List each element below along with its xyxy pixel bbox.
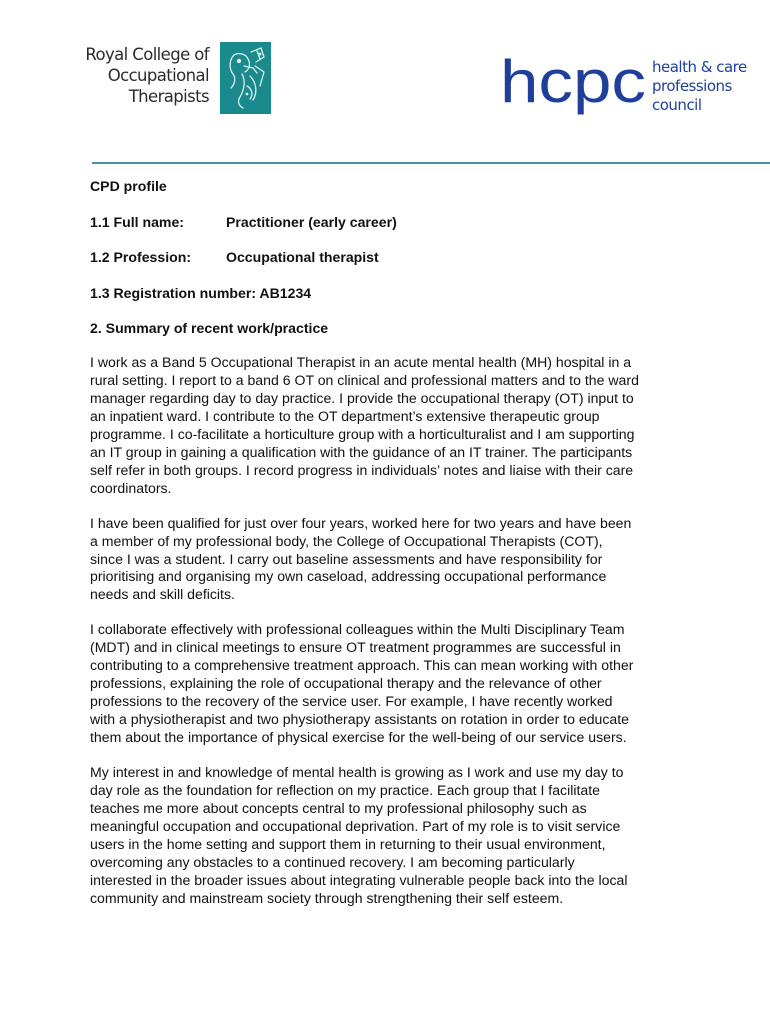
paragraph-line: prioritising and organising my own caseload, addressing occupational performance [90, 568, 607, 585]
paragraph-line: community and mainstream society through strengthening their self esteem. [90, 889, 564, 906]
paragraph-line: programme. I co-facilitate a horticulture group with a horticulturalist and I am supporting [90, 425, 635, 442]
paragraph-line: coordinators. [90, 479, 172, 496]
hcpc-wordmark [500, 44, 648, 126]
paragraph-line: meaningful occupation and occupational deprivation. Part of my role is to visit service [90, 817, 621, 834]
paragraph-line: a member of my professional body, the College of Occupational Therapists (COT), [90, 532, 603, 549]
rcot-emblem-icon [220, 42, 271, 114]
paragraph-line: I work as a Band 5 Occupational Therapist in an acute mental health (MH) hospital in a [90, 354, 632, 370]
paragraph-line: I collaborate effectively with professional colleagues within the Multi Disciplinary Team [90, 621, 625, 638]
rcot-line: Royal College of [85, 45, 209, 64]
profession-value: Occupational therapist [226, 249, 379, 265]
summary-paragraph [90, 354, 710, 498]
hcpc-tagline [652, 58, 747, 115]
summary-paragraph [90, 515, 710, 605]
paragraph-line: overcoming any obstacles to a continued recovery. I am becoming particularly [90, 853, 575, 870]
full-name-label: 1.1 Full name: [90, 214, 184, 230]
profession-label: 1.2 Profession: [90, 249, 192, 265]
paragraph-line: an inpatient ward. I contribute to the OT department’s extensive therapeutic group [90, 407, 600, 424]
hcpc-tagline-line: health & care [652, 58, 747, 76]
paragraph-line: since I was a student. I carry out baseline assessments and have responsibility for [90, 550, 603, 567]
paragraph-line: I have been qualified for just over four years, worked here for two years and have been [90, 514, 632, 531]
summary-heading: 2. Summary of recent work/practice [90, 320, 329, 336]
header-divider [92, 162, 770, 164]
rcot-wordmark [85, 44, 209, 107]
paragraph-line: them about the importance of physical exercise for the well-being of our service users. [90, 729, 627, 746]
paragraph-line: interested in the broader issues about integrating vulnerable people back into the local [90, 871, 628, 888]
hcpc-tagline-line: council [652, 96, 702, 114]
full-name-value: Practitioner (early career) [226, 214, 397, 230]
document-title: CPD profile [90, 178, 167, 194]
rcot-line: Occupational [107, 66, 209, 85]
paragraph-line: My interest in and knowledge of mental health is growing as I work and use my day to [90, 764, 624, 781]
paragraph-line: professions, explaining the role of occupational therapy and the relevance of other [90, 675, 602, 692]
paragraph-line: users in the home setting and support them in returning to their usual environment, [90, 835, 606, 852]
rcot-line: Therapists [128, 87, 209, 106]
summary-paragraph [90, 621, 710, 747]
full-name-row [90, 213, 710, 231]
profession-row [90, 248, 710, 266]
hcpc-tagline-line: professions [652, 77, 732, 95]
paragraph-line: manager regarding day to day practice. I provide the occupational therapy (OT) input to [90, 389, 634, 406]
cpd-document [90, 177, 710, 908]
paragraph-line: needs and skill deficits. [90, 586, 235, 603]
paragraph-line: professions to the recovery of the service user. For example, I have recently worked [90, 693, 613, 710]
paragraph-line: contributing to a comprehensive treatment approach. This can mean working with other [90, 657, 634, 674]
registration-number: 1.3 Registration number: AB1234 [90, 285, 312, 301]
svg-text:hcpc: hcpc [500, 48, 646, 115]
paragraph-line: self refer in both groups. I record progress in individuals’ notes and liaise with their care [90, 461, 634, 478]
summary-paragraph [90, 764, 710, 908]
paragraph-line: teaches me more about concepts central to my professional philosophy such as [90, 799, 587, 816]
rcot-logo [85, 42, 271, 114]
paragraph-line: day role as the foundation for reflection on my practice. Each group that I facilitate [90, 782, 601, 799]
paragraph-line: an IT group in gaining a qualification with the guidance of an IT trainer. The participants [90, 443, 633, 460]
paragraph-line: with a physiotherapist and two physiotherapy assistants on rotation in order to educate [90, 711, 630, 728]
paragraph-line: (MDT) and in clinical meetings to ensure OT treatment programmes are successful in [90, 639, 621, 656]
paragraph-line: rural setting. I report to a band 6 OT on clinical and professional matters and to the ward [90, 371, 639, 388]
hcpc-logo [500, 44, 750, 126]
